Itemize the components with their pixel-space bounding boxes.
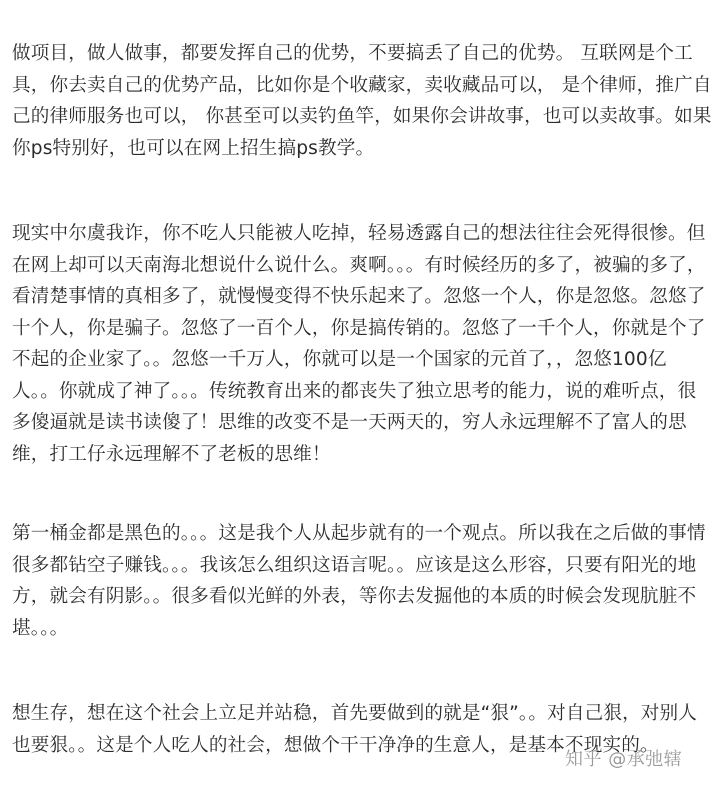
paragraph-2: 现实中尔虞我诈，你不吃人只能被人吃掉，轻易透露自己的想法往往会死得很惨。但在网上却可以天南海北想说什么说什么。爽啊。。。有时候经历的多了，被骗的多了，看清楚事情的真相多了，就慢慢变得不快乐起来了。忽悠一个人，你是忽悠。忽悠了十个人，你是骗子。忽悠了一百个人，你是搞传销的。忽悠了一千个人，你就是个了不起的企业家了。。忽悠一千万人，你就可以是一个国家的元首了，，忽悠100亿人。。你就成了神了。。。传统教育出来的都丧失了独立思考的能力，说的难听点，很多傻逼就是读书读傻了！思维的改变不是一天两天的，穷人永远理解不了富人的思维，打工仔永远理解不了老板的思维！ xyxy=(12,223,706,465)
watermark-text: 知乎 @承弛辖 xyxy=(565,749,683,770)
paragraph-4: 想生存，想在这个社会上立足并站稳，首先要做到的就是“狠”。。对自己狠，对别人也要狠。。这是个人吃人的社会，想做个干干净净的生意人，是基本不现实的。 xyxy=(12,703,698,756)
paragraph-3: 第一桶金都是黑色的。。。这是我个人从起步就有的一个观点。所以我在之后做的事情很多都钻空子赚钱。。。我该怎么组织这语言呢。。应该是这么形容，只要有阳光的地方，就会有阴影。。很多看似光鲜的外表，等你去发掘他的本质的时候会发现肮脏不堪。。。 xyxy=(12,523,706,639)
paragraph-1: 做项目，做人做事，都要发挥自己的优势，不要搞丢了自己的优势。 互联网是个工具，你去卖自己的优势产品，比如你是个收藏家，卖收藏品可以， 是个律师，推广自己的律师服务也可以， 你甚至可以卖钓鱼竿，如果你会讲故事，也可以卖故事。如果你ps特别好，也可以在网上招生搞ps教学。 xyxy=(12,43,712,159)
